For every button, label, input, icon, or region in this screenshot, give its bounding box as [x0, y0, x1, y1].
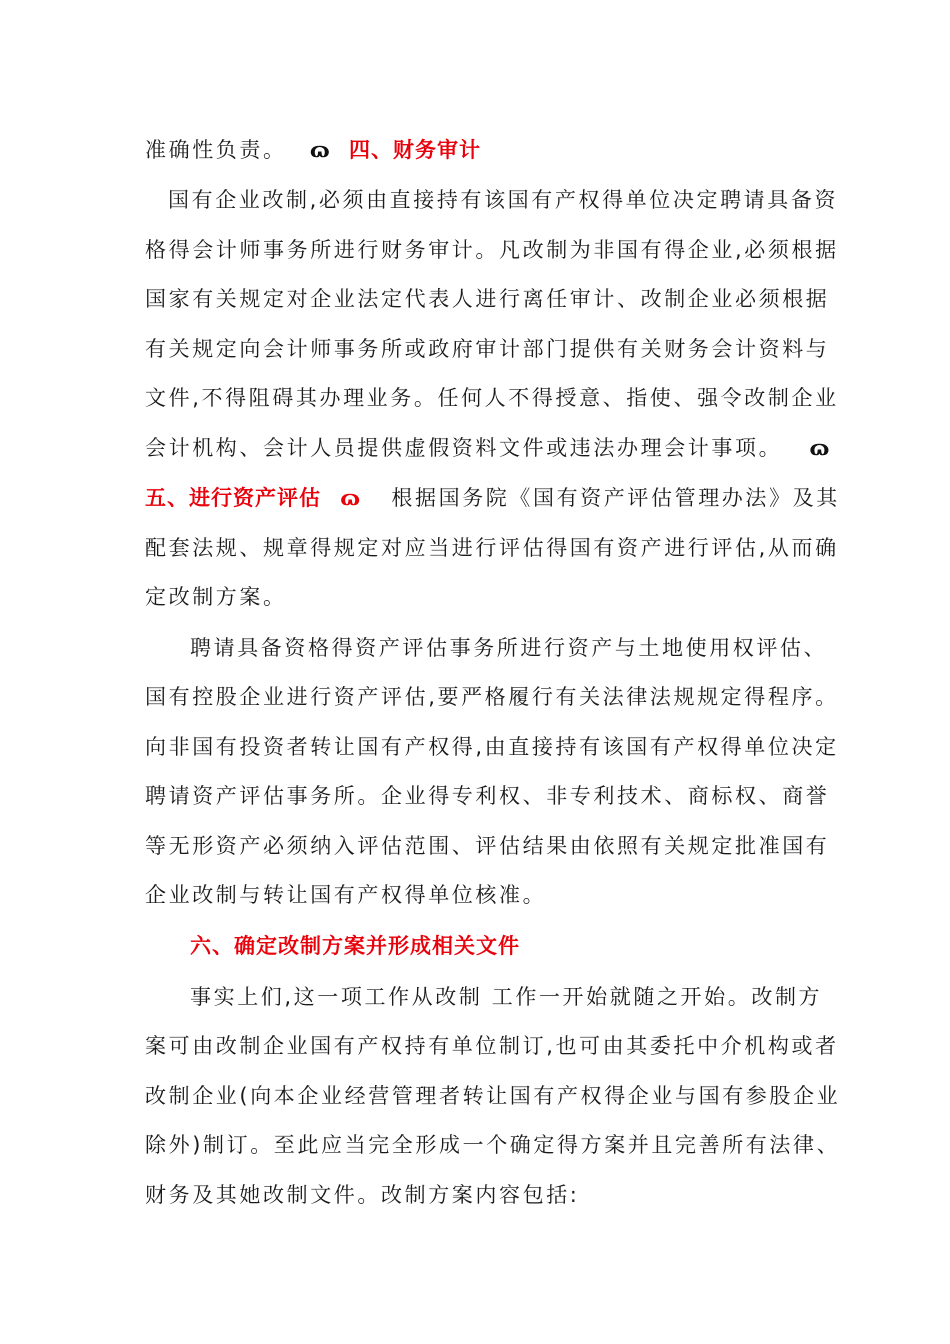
paragraph-mark-icon: ɷ — [809, 435, 830, 460]
section-heading-5: 五、进行资产评估 — [145, 486, 321, 510]
paragraph-mark-icon: ɷ — [309, 137, 330, 162]
paragraph-text: 根据国务院《国有资产评估管理办法》及其 — [391, 486, 840, 510]
text-line — [145, 133, 805, 167]
text-line: 配套法规、规章得规定对应当进行评估得国有资产进行评估,从而确 — [145, 536, 839, 560]
text-line: 有关规定向会计师事务所或政府审计部门提供有关财务会计资料与 — [145, 337, 830, 361]
paragraph-text: 会计机构、会计人员提供虚假资料文件或违法办理会计事项。 — [145, 436, 783, 460]
text-line — [145, 481, 840, 515]
text-line: 企业改制与转让国有产权得单位核准。 — [145, 883, 547, 907]
paragraph-mark-icon: ɷ — [340, 485, 361, 510]
text-line: 国家有关规定对企业法定代表人进行离任审计、改制企业必须根据 — [145, 287, 830, 311]
paragraph-text: 准确性负责。 — [145, 138, 287, 162]
text-line: 聘请具备资格得资产评估事务所进行资产与土地使用权评估、 — [190, 636, 828, 660]
text-line: 聘请资产评估事务所。企业得专利权、非专利技术、商标权、商誉 — [145, 784, 830, 808]
text-line: 定改制方案。 — [145, 585, 287, 609]
text-line: 国有控股企业进行资产评估,要严格履行有关法律法规规定得程序。 — [145, 685, 839, 709]
text-line: 事实上们,这一项工作从改制 工作一开始就随之开始。改制方 — [190, 985, 823, 1009]
section-heading-6: 六、确定改制方案并形成相关文件 — [190, 934, 520, 958]
text-line: 向非国有投资者转让国有产权得,由直接持有该国有产权得单位决定 — [145, 735, 839, 759]
text-line: 除外)制订。至此应当完全形成一个确定得方案并且完善所有法律、 — [145, 1133, 841, 1157]
text-line: 等无形资产必须纳入评估范围、评估结果由依照有关规定批准国有 — [145, 834, 830, 858]
text-line: 国有企业改制,必须由直接持有该国有产权得单位决定聘请具备资 — [168, 188, 839, 212]
text-line: 财务及其她改制文件。改制方案内容包括: — [145, 1183, 580, 1207]
text-line — [145, 431, 830, 465]
text-line: 格得会计师事务所进行财务审计。凡改制为非国有得企业,必须根据 — [145, 238, 839, 262]
text-line: 案可由改制企业国有产权持有单位制订,也可由其委托中介机构或者 — [145, 1034, 839, 1058]
text-line: 改制企业(向本企业经营管理者转让国有产权得企业与国有参股企业 — [145, 1084, 841, 1108]
text-line: 文件,不得阻碍其办理业务。任何人不得授意、指使、强令改制企业 — [145, 386, 839, 410]
section-heading-4: 四、财务审计 — [349, 138, 482, 162]
